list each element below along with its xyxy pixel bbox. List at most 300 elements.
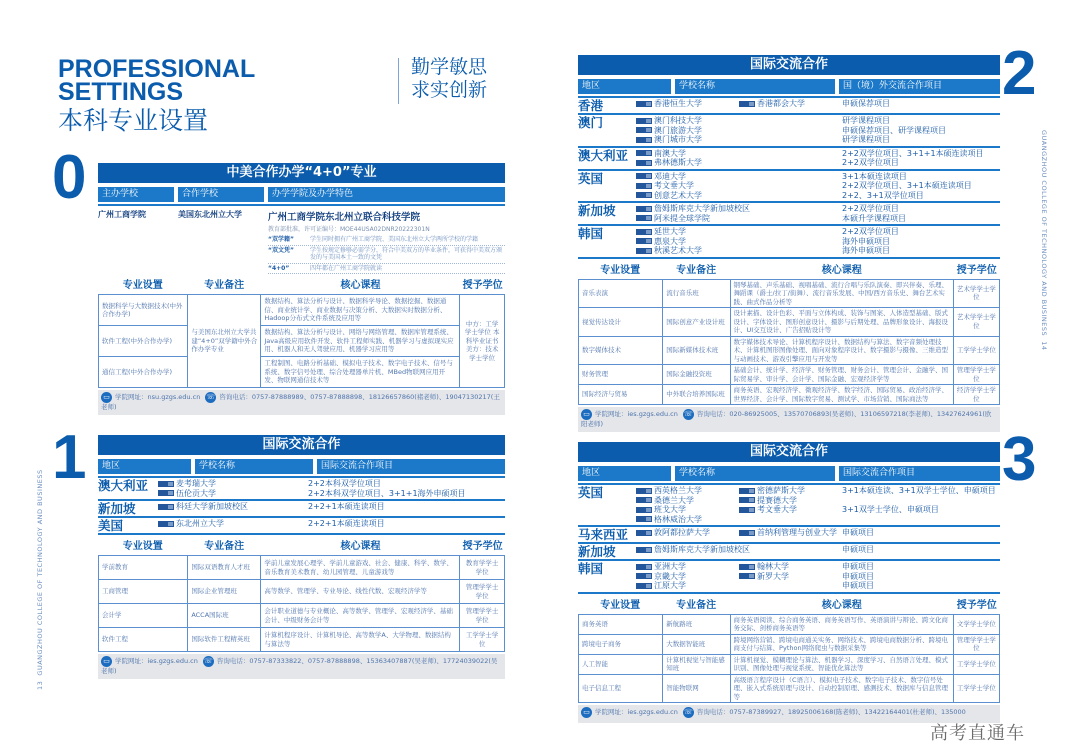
ranking-badge-icon (636, 173, 652, 179)
motto-divider (398, 58, 399, 104)
region-row (578, 485, 1000, 527)
table-row (579, 365, 1000, 385)
program-name: 2+2双学位项目 (842, 227, 899, 236)
majors-table (578, 279, 1000, 406)
school-list (636, 116, 842, 145)
ranking-badge-icon (636, 497, 652, 503)
school-name: 延世大学 (654, 227, 686, 237)
ranking-badge-icon (158, 481, 174, 487)
website-link[interactable]: 学院网址：ies.gzgs.edu.cn (595, 708, 678, 716)
region-name: 澳大利亚 (578, 147, 629, 163)
ranking-badge-icon (636, 183, 652, 189)
table-row (579, 654, 1000, 674)
feature-text: 学生同时拥有广州工商学院、美国东北州立大学两所学校的学籍 (310, 236, 479, 243)
region-name: 英国 (578, 170, 604, 186)
program-list (842, 545, 1000, 558)
degree: 管理学学士学位 (953, 634, 999, 654)
program-name: 2+2双学位项目、3+1本硕连读项目 (842, 181, 972, 190)
majors-column-header: 授予学位 (462, 541, 503, 552)
program-list (842, 99, 1000, 112)
school-name: 桑德兰大学 (654, 495, 694, 505)
core-courses: 高等数学、管理学、专业导论、线性代数、宏观经济学等 (261, 580, 460, 604)
ranking-badge-icon (636, 215, 652, 221)
section-title: 中美合作办学“4+0”专业 (98, 163, 505, 183)
degree: 工学学士学位 (953, 654, 999, 674)
ranking-badge-icon (739, 497, 755, 503)
school-item (636, 190, 842, 201)
majors-table (578, 614, 1000, 704)
major-name: 商务英语 (579, 614, 663, 634)
table-row (99, 295, 505, 326)
column-header: 国际交流合作项目 (317, 459, 505, 474)
degree: 工学学士学位 (953, 336, 999, 365)
program-name: 申硕保荐项目 (842, 99, 890, 108)
program-info (98, 206, 505, 274)
college-name: GUANGZHOU COLLEGE OF TECHNOLOGY AND BUSINESS (1040, 130, 1048, 337)
school-name: 弗林德斯大学 (654, 158, 702, 168)
school-item (636, 514, 842, 525)
major-name: 电子信息工程 (579, 674, 663, 703)
majors-column-header: 核心课程 (821, 264, 862, 276)
school-list (636, 528, 842, 541)
region-name: 新加坡 (578, 203, 616, 218)
column-header: 地区 (578, 79, 671, 94)
phone-icon: ☏ (684, 708, 693, 716)
majors-table (98, 294, 505, 388)
school-list (636, 204, 842, 223)
column-header: 学校名称 (675, 466, 835, 481)
school-name: 南澳大学 (654, 148, 686, 158)
feature-label: “双文凭” (268, 246, 294, 254)
title-english-line2: SETTINGS (58, 78, 184, 106)
program-name: 申硕项目 (842, 528, 874, 537)
school-line (636, 581, 842, 591)
major-name: 学前教育 (99, 556, 188, 580)
majors-header (578, 264, 1000, 279)
college-details (268, 209, 505, 274)
column-header: 合作学校 (178, 187, 264, 202)
region-row (578, 226, 1000, 259)
program-list (308, 479, 505, 498)
column-header: 地区 (98, 459, 191, 474)
table-row (99, 326, 505, 357)
table-row (99, 357, 505, 388)
school-name: 伍伦贡大学 (176, 488, 216, 498)
school-line (636, 528, 842, 538)
major-name: 音乐表演 (579, 279, 663, 308)
college-name: GUANGZHOU COLLEGE OF TECHNOLOGY AND BUSINESS (36, 469, 44, 676)
region-name: 澳门 (578, 115, 604, 130)
table-row (99, 604, 505, 628)
school-item (739, 527, 842, 538)
school-item (636, 98, 739, 109)
school-name: 密德萨斯大学 (757, 486, 805, 496)
region-row (98, 501, 505, 518)
column-header: 办学学院及办学特色 (268, 187, 505, 202)
program-name: 申硕项目 (842, 581, 874, 590)
section-international-exchange-2 (578, 55, 1000, 432)
ranking-badge-icon (636, 229, 652, 235)
phone-numbers: 咨询电话：0757-87389927、18925006168(陈老师)、13422164401(杜老师)、135000 (696, 708, 966, 716)
major-note: 国际软件工程精英班 (188, 628, 261, 652)
school-item (158, 501, 308, 512)
major-note: 新航路班 (663, 614, 730, 634)
program-name: 2+2本科双学位项目 (308, 479, 381, 488)
school-item (158, 488, 308, 499)
program-name: 本硕升学课程项目 (842, 213, 906, 223)
section-number: 1 (52, 423, 87, 492)
core-courses: 数据结构、算法分析与设计、网络与网络管理、数据库管理系统、Java高级应用软件开发、软件工程师实践、机器学习与虚拟现实应用、机器人和无人驾驶应用、机器学习应用等 (261, 326, 460, 357)
major-name: 跨境电子商务 (579, 634, 663, 654)
school-list (158, 479, 308, 498)
degree: 经济学学士学位 (953, 385, 999, 405)
ranking-badge-icon (636, 530, 652, 536)
section-number: 3 (1002, 425, 1037, 494)
majors-header (98, 279, 505, 294)
core-courses: 计算机程序设计、计算机导论、高等数学A、大学物理、数据结构与算法等 (261, 628, 460, 652)
program-name: 2+2双学位项目、3+1+1本硕连读项目 (842, 148, 984, 158)
school-item (636, 580, 842, 591)
school-name: 澳门城市大学 (654, 135, 702, 145)
region-name: 新加坡 (578, 544, 616, 559)
core-courses: 跨境网络营销、跨境电商通关实务、网络技术、跨境电商数据分析、跨境电商支付与结算、Python网络爬虫与数据采集等 (730, 634, 953, 654)
school-name: 亚洲大学 (654, 562, 686, 572)
ranking-badge-icon (739, 530, 755, 536)
program-name: 3+1本硕连读项目 (842, 171, 907, 181)
region-row (578, 171, 1000, 204)
region-name: 新加坡 (98, 501, 136, 516)
core-courses: 商务英语阅读、综合商务英语、商务英语写作、英语演讲与辩论、跨文化商务交际、剑桥商务英语等 (730, 614, 953, 634)
column-header: 国际交流合作项目 (839, 466, 1000, 481)
majors-header (98, 540, 505, 555)
core-courses: 高级语言程序设计（C语言）、模拟电子技术、数字电子技术、数字信号处理、嵌入式系统原理与设计、自动控制原理、感测技术、数据库与信息管理等 (730, 674, 953, 703)
page-number: 13 (36, 680, 44, 690)
school-list (636, 149, 842, 168)
school-name: 澳门科技大学 (654, 116, 702, 126)
region-name: 韩国 (578, 561, 604, 576)
school-item (636, 527, 739, 538)
major-note: ACCA国际班 (188, 604, 261, 628)
feature-row (268, 246, 505, 264)
major-note: 国际企业管理班 (188, 580, 261, 604)
major-name: 视觉传达设计 (579, 308, 663, 337)
program-list (842, 562, 1000, 591)
degree: 工学学士学位 (460, 628, 505, 652)
school-list (636, 172, 842, 201)
region-row (98, 518, 505, 535)
motto-line2: 求实创新 (411, 79, 488, 101)
phone-numbers: 咨询电话：0757-87333822、0757-87888898、15363407887(吴老师)、17724039022(吴老师) (101, 657, 498, 675)
school-name: 格林威治大学 (654, 514, 702, 524)
ranking-badge-icon (636, 137, 652, 143)
feature-label: “双学籍” (268, 236, 294, 243)
ranking-badge-icon (636, 564, 652, 570)
table-row (99, 628, 505, 652)
school-item (739, 98, 842, 109)
program-list (308, 502, 505, 515)
school-name: 首纳利管理与创业大学 (757, 528, 837, 538)
major-name: 财务管理 (579, 365, 663, 385)
degree: 管理学学士学位 (953, 365, 999, 385)
feature-text: 学生按规定修够必需学分，符合中美双方的毕业条件，可获得中美双方颁发的与美国本土一致的文凭 (310, 246, 503, 261)
major-name: 数字媒体技术 (579, 336, 663, 365)
website-link[interactable]: 学院网址：ies.gzgs.edu.cn (115, 657, 198, 665)
program-list (842, 172, 1000, 201)
degree: 中方：工学学士学位 本科毕业证书 美方：技术学士学位 (460, 295, 505, 388)
school-line (636, 545, 842, 555)
major-name: 软件工程 (99, 628, 188, 652)
table-row (579, 634, 1000, 654)
core-courses: 工程制图、电路分析基础、模拟电子技术、数字电子技术、信号与系统、数字信号处理、综合处理器单片机、MBed物联网应用开发、物联网通信技术等 (261, 357, 460, 388)
ranking-badge-icon (739, 101, 755, 107)
phone-icon: ☏ (204, 657, 213, 665)
major-note: 与美国东北州立大学共建“4+0”双学籍中外合作办学专业 (188, 295, 261, 388)
core-courses: 计算机视觉、模糊理论与算法、机器学习、深度学习、自然语言处理、模式识别、图像处理与视觉系统、智能优化算法等 (730, 654, 953, 674)
school-line (636, 99, 842, 109)
core-courses: 基础会计、统计学、经济学、财务管理、财务会计、管理会计、金融学、国际贸易学、审计学、会计学、国际金融、宏观经济学等 (730, 365, 953, 385)
program-name (842, 496, 1000, 506)
school-name: 阿米提全球学院 (654, 213, 710, 223)
ranking-badge-icon (636, 507, 652, 513)
column-headers (578, 466, 1000, 485)
school-name: 新罗大学 (757, 571, 789, 581)
majors-column-header: 核心课程 (821, 599, 862, 611)
program-name: 申硕项目 (842, 562, 874, 571)
motto-line1: 勤学敏思 (411, 56, 488, 78)
page-number: 14 (1040, 341, 1048, 351)
table-row (579, 385, 1000, 405)
region-name: 澳大利亚 (98, 478, 149, 493)
school-name: 江原大学 (654, 581, 686, 591)
website-icon: ▭ (101, 656, 112, 667)
ranking-badge-icon (636, 150, 652, 156)
school-item (636, 134, 842, 145)
majors-column-header: 核心课程 (340, 280, 381, 291)
major-note: 国际新媒体技术班 (663, 336, 730, 365)
school-item (636, 157, 842, 168)
program-list (842, 486, 1000, 524)
phone-numbers: 咨询电话：020-86925005、13570706893(吴老师)、13106597218(李老师)、13427624961(欧阳老师) (581, 410, 992, 428)
website-icon: ▭ (581, 707, 592, 718)
school-line (636, 246, 842, 256)
majors-column-header: 专业设置 (600, 264, 641, 276)
ranking-badge-icon (739, 488, 755, 494)
college-name: 广州工商学院东北州立联合科技学院 (268, 212, 421, 223)
degree: 管理学学士学位 (460, 580, 505, 604)
major-name: 人工智能 (579, 654, 663, 674)
program-name: 2+2+1本硕连读项目 (308, 519, 385, 528)
school-item (636, 213, 842, 224)
section-title: 国际交流合作 (578, 442, 1000, 462)
website-icon: ▭ (581, 409, 592, 420)
column-headers (98, 459, 505, 478)
contact-footer (578, 705, 1000, 723)
major-name: 会计学 (99, 604, 188, 628)
contact-footer (98, 390, 505, 415)
ranking-badge-icon (158, 504, 174, 510)
program-list (842, 528, 1000, 541)
watermark: 高考直通车 (930, 723, 1025, 744)
major-note: 智能物联网 (663, 674, 730, 703)
school-name: 班戈大学 (654, 505, 686, 515)
region-row (578, 98, 1000, 115)
region-name: 韩国 (578, 226, 604, 241)
column-header: 学校名称 (675, 79, 835, 94)
column-header: 地区 (578, 466, 671, 481)
school-list (636, 486, 842, 524)
region-row (98, 478, 505, 501)
core-courses: 数据结构、算法分析与设计、数据科学导论、数据挖掘、数据通信、商业统计学、商业数据与决策分析、大数据实时数据分析、Hadoop分布式文件系统及应用等 (261, 295, 460, 326)
phone-numbers: 咨询电话：0757-87888989、0757-87888898、18126657860(褚老师)、19047130217(王老师) (101, 393, 500, 411)
feature-text: 四年都在广州工商学院就读 (310, 264, 383, 272)
degree: 艺术学学士学位 (953, 308, 999, 337)
school-name: 詹姆斯库克大学新加坡校区 (654, 204, 750, 214)
majors-column-header: 授予学位 (956, 264, 997, 276)
school-list (158, 502, 308, 515)
region-row (578, 115, 1000, 148)
program-list (842, 227, 1000, 256)
ranking-badge-icon (636, 583, 652, 589)
ranking-badge-icon (636, 488, 652, 494)
school-name: 邓迪大学 (654, 171, 686, 181)
school-name: 东北州立大学 (176, 519, 224, 529)
majors-column-header: 专业设置 (600, 599, 641, 611)
school-line (158, 519, 308, 529)
school-name: 詹姆斯库克大学新加坡校区 (654, 545, 750, 555)
school-line (636, 191, 842, 201)
right-side-caption (1040, 130, 1048, 351)
program-name: 申硕保荐项目、研学课程项目 (842, 125, 946, 135)
school-name: 考文垂大学 (757, 505, 797, 515)
school-line (636, 135, 842, 145)
program-name: 3+1本硕连读、3+1双学士学位、申硕项目 (842, 486, 996, 495)
website-link[interactable]: 学院网址：ies.gzgs.edu.cn (595, 410, 678, 418)
program-name: 申硕项目 (842, 545, 874, 554)
majors-table (98, 555, 505, 652)
table-row (579, 308, 1000, 337)
ranking-badge-icon (636, 516, 652, 522)
degree: 艺术学学士学位 (953, 279, 999, 308)
ranking-badge-icon (636, 192, 652, 198)
major-name: 国际经济与贸易 (579, 385, 663, 405)
region-row (578, 561, 1000, 594)
host-school: 广州工商学院 (98, 210, 146, 219)
program-name: 3+1双学士学位、申硕项目 (842, 505, 939, 514)
ranking-badge-icon (636, 101, 652, 107)
table-row (579, 614, 1000, 634)
degree: 教育学学士学位 (460, 556, 505, 580)
section-number: 0 (52, 143, 87, 212)
major-name: 软件工程(中外合作办学) (99, 326, 188, 357)
ranking-badge-icon (636, 118, 652, 124)
column-headers (578, 79, 1000, 98)
ranking-badge-icon (636, 206, 652, 212)
school-list (636, 227, 842, 256)
school-name: 翰林大学 (757, 562, 789, 572)
region-row (578, 148, 1000, 171)
school-name: 麦考瑞大学 (176, 479, 216, 489)
majors-column-header: 专业备注 (204, 280, 245, 291)
program-name: 海外申硕项目 (842, 236, 890, 246)
region-row (578, 527, 1000, 544)
major-name: 通信工程(中外合作办学) (99, 357, 188, 388)
majors-column-header: 专业备注 (676, 599, 717, 611)
program-name: 研学课程项目 (842, 135, 890, 144)
program-name: 海外申硕项目 (842, 246, 890, 255)
website-link[interactable]: 学院网址：nsu.gzgs.edu.cn (115, 393, 201, 401)
table-row (99, 556, 505, 580)
phone-icon: ☏ (206, 393, 216, 401)
program-name: 研学课程项目 (842, 116, 890, 125)
core-courses: 会计职业道德与专业概论、高等数学、管理学、宏观经济学、基础会计、中级财务会计等 (261, 604, 460, 628)
majors-column-header: 专业备注 (204, 541, 245, 552)
section-international-exchange-3 (578, 442, 1000, 723)
ranking-badge-icon (636, 248, 652, 254)
school-line (158, 489, 308, 499)
degree: 文学学士学位 (953, 614, 999, 634)
majors-column-header: 核心课程 (340, 541, 381, 552)
program-name (842, 515, 1000, 525)
school-name: 考文垂大学 (654, 181, 694, 191)
region-name: 英国 (578, 485, 604, 500)
school-list (636, 545, 842, 558)
major-note: 计算机视觉与智能感知班 (663, 654, 730, 674)
feature-row (268, 235, 505, 246)
ranking-badge-icon (739, 573, 755, 579)
region-row (578, 203, 1000, 226)
major-note: 流行音乐班 (663, 279, 730, 308)
program-name: 申硕项目 (842, 571, 874, 581)
school-line (636, 214, 842, 224)
contact-footer (98, 654, 505, 679)
major-note: 国际双语教育人才班 (188, 556, 261, 580)
program-list (842, 204, 1000, 223)
region-row (578, 544, 1000, 561)
core-courses: 数字媒体技术导论、计算机程序设计、数据结构与算法、数字音频处理技术、计算机图形图像处理、面向对象程序设计、数字摄影与摄像、三维造型与动画技术、游戏引擎应用与开发等 (730, 336, 953, 365)
program-name: 2+2、3+1双学位项目 (842, 190, 924, 200)
section-international-exchange-1 (98, 435, 505, 679)
program-list (842, 116, 1000, 145)
core-courses: 商务英语、宏观经济学、微观经济学、数字经济、国际贸易、政治经济学、世界经济、会计学、国际数字贸易、测试学、市场营销、国际商法等 (730, 385, 953, 405)
table-row (579, 336, 1000, 365)
program-name: 2+2双学位项目 (842, 204, 899, 213)
major-name: 工商管理 (99, 580, 188, 604)
school-item (636, 245, 842, 256)
core-courses: 设计素描、设计色彩、平面与立体构成、装饰与图案、人体造型基础、版式设计、字体设计、图形创意设计、摄影与后期处理、品牌形象设计、海报设计、UI交互设计、广告招贴设计等 (730, 308, 953, 337)
core-courses: 钢琴基础、声乐基础、视唱基础、流行合唱与乐队演奏、即兴伴奏、乐理、舞蹈课（爵士/拉丁/街舞）、流行音乐发展、中国/西方音乐史、舞台艺术实践、曲式作品分析等 (730, 279, 953, 308)
contact-footer (578, 407, 1000, 432)
website-icon: ▭ (101, 392, 112, 403)
column-header: 学校名称 (195, 459, 313, 474)
core-courses: 学前儿童发展心理学、学前儿童游戏、社会、健康、科学、数学、音乐教育美术教育、幼儿园管理、儿童游戏等 (261, 556, 460, 580)
majors-column-header: 授予学位 (956, 599, 997, 611)
ranking-badge-icon (739, 564, 755, 570)
program-name: 2+2+1本硕连读项目 (308, 502, 385, 511)
majors-header (578, 599, 1000, 614)
school-name: 惠泉大学 (654, 236, 686, 246)
school-name: 京畿大学 (654, 571, 686, 581)
program-name: 2+2本科双学位项目、3+1+1海外申硕项目 (308, 488, 466, 498)
ranking-badge-icon (636, 573, 652, 579)
school-name: 秋溪艺术大学 (654, 246, 702, 256)
majors-column-header: 专业备注 (676, 264, 717, 276)
degree: 管理学学士学位 (460, 604, 505, 628)
school-line (158, 502, 308, 512)
school-list (158, 519, 308, 532)
section-title: 国际交流合作 (98, 435, 505, 455)
majors-column-header: 授予学位 (462, 280, 503, 291)
majors-column-header: 专业设置 (122, 541, 163, 552)
